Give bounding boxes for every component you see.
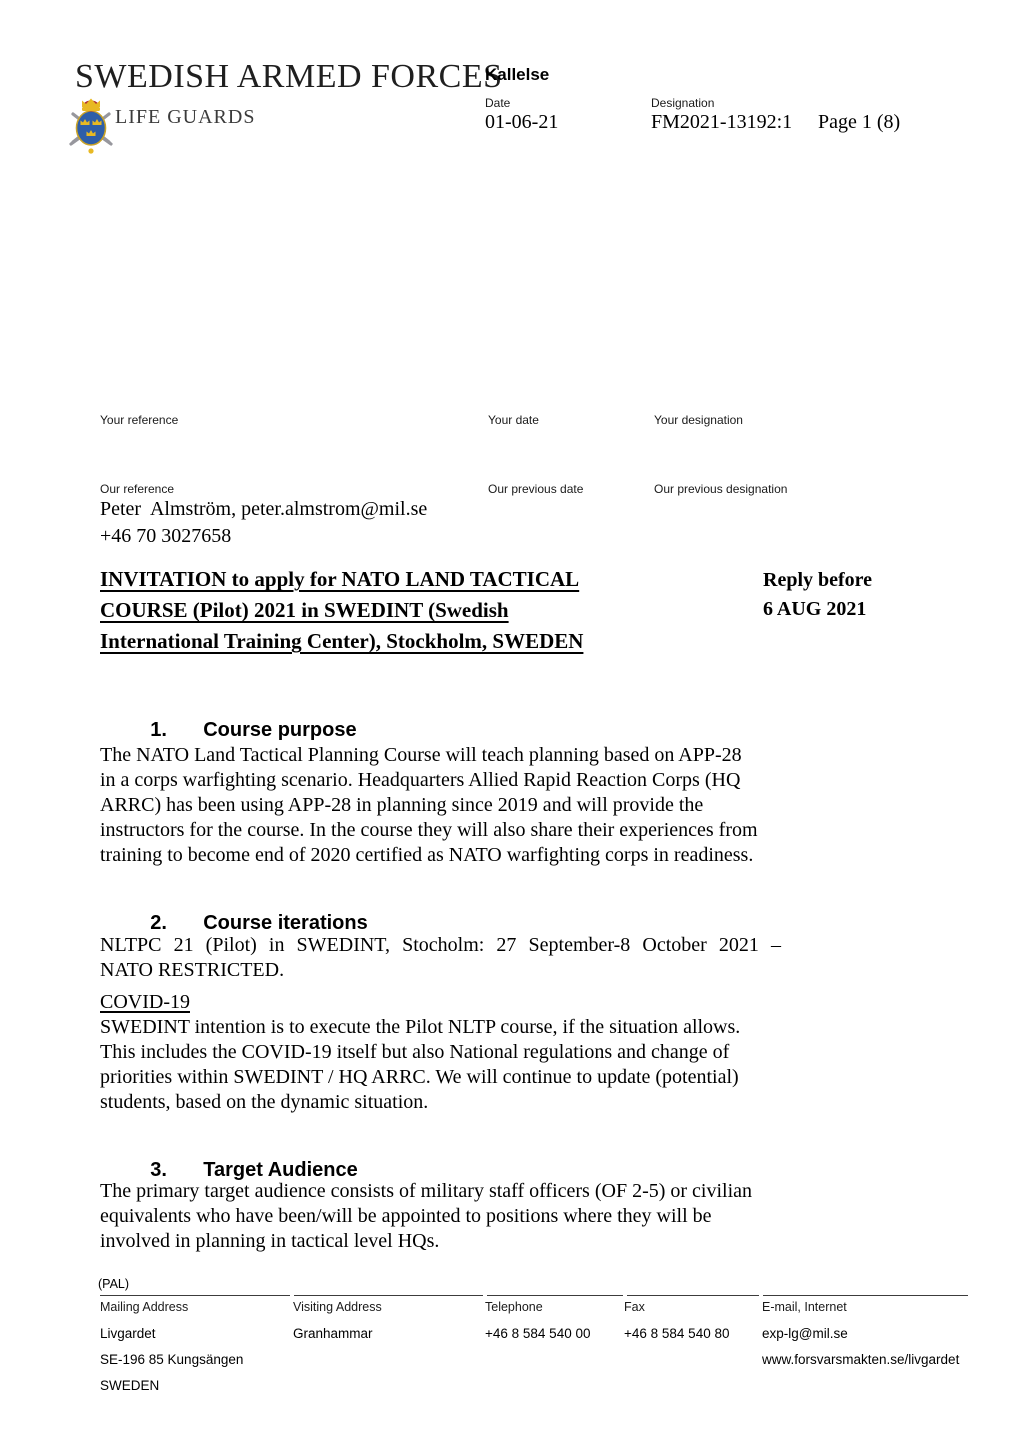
our-reference-phone: +46 70 3027658 bbox=[100, 525, 232, 547]
your-reference-label: Your reference bbox=[100, 413, 179, 427]
footer-column-lines bbox=[100, 1321, 243, 1399]
text-line: exp-lg@mil.se bbox=[762, 1326, 848, 1341]
reply-before-date: 6 AUG 2021 bbox=[763, 598, 867, 620]
section-number: 3. bbox=[150, 1159, 167, 1181]
your-designation-label: Your designation bbox=[654, 413, 743, 427]
text-line: This includes the COVID-19 itself but also National regulations and change of bbox=[100, 1041, 730, 1063]
text-line: equivalents who have been/will be appointed to positions where they will be bbox=[100, 1205, 712, 1227]
text-line: priorities within SWEDINT / HQ ARRC. We will continue to update (potential) bbox=[100, 1066, 739, 1088]
section-heading: Course purpose bbox=[203, 719, 357, 741]
footer-rule-segment bbox=[627, 1295, 759, 1296]
footer-column-fax bbox=[624, 1300, 729, 1347]
text-line: NLTPC 21 (Pilot) in SWEDINT, Stocholm: 27 September-8 October 2021 – bbox=[100, 934, 781, 956]
page-number: Page 1 (8) bbox=[818, 111, 901, 133]
org-name: SWEDISH ARMED FORCES bbox=[75, 58, 503, 95]
footer-column-label: Visiting Address bbox=[293, 1300, 382, 1314]
footer-column-lines bbox=[485, 1321, 590, 1347]
section-2-covid-paragraph bbox=[100, 1015, 800, 1115]
footer-column-visiting-address bbox=[293, 1300, 382, 1347]
footer-column-telephone bbox=[485, 1300, 590, 1347]
text-line: +46 8 584 540 80 bbox=[624, 1326, 730, 1341]
footer-pal-note: (PAL) bbox=[98, 1277, 130, 1291]
footer-column-lines bbox=[624, 1321, 729, 1347]
footer-rule-segment bbox=[100, 1295, 290, 1296]
text-line: instructors for the course. In the course they will also share their experiences from bbox=[100, 819, 758, 841]
designation-label: Designation bbox=[651, 96, 715, 110]
text-line: Granhammar bbox=[293, 1326, 373, 1341]
our-previous-designation-label: Our previous designation bbox=[654, 482, 788, 496]
text-line: SWEDINT intention is to execute the Pilot NLTP course, if the situation allows. bbox=[100, 1016, 741, 1038]
footer-rule-segment bbox=[294, 1295, 483, 1296]
doc-type-label: Kallelse bbox=[485, 65, 550, 84]
our-reference-label: Our reference bbox=[100, 482, 175, 496]
text-line: involved in planning in tactical level HQs. bbox=[100, 1230, 440, 1252]
subject-title-line: INVITATION to apply for NATO LAND TACTICAL bbox=[100, 567, 580, 591]
unit-name: LIFE GUARDS bbox=[115, 106, 256, 128]
section-1-paragraph bbox=[100, 743, 800, 868]
text-line: NATO RESTRICTED. bbox=[100, 959, 285, 981]
text-line: +46 8 584 540 00 bbox=[485, 1326, 591, 1341]
subject-title-line: International Training Center), Stockholm, SWEDEN bbox=[100, 629, 584, 653]
footer-column-lines bbox=[762, 1321, 959, 1373]
reply-before-block bbox=[763, 566, 872, 624]
date-label: Date bbox=[485, 96, 511, 110]
text-line: www.forsvarsmakten.se/livgardet bbox=[762, 1352, 960, 1367]
text-line: training to become end of 2020 certified as NATO warfighting corps in readiness. bbox=[100, 844, 754, 866]
section-heading: Course iterations bbox=[203, 912, 368, 934]
footer-column-label: Telephone bbox=[485, 1300, 543, 1314]
subject-title bbox=[100, 564, 583, 657]
covid-subheading: COVID-19 bbox=[100, 991, 190, 1013]
text-line: ARRC) has been using APP-28 in planning since 2019 and will provide the bbox=[100, 794, 704, 816]
section-3-paragraph bbox=[100, 1179, 800, 1254]
footer-column-label: Fax bbox=[624, 1300, 645, 1314]
footer-rule-segment bbox=[487, 1295, 623, 1296]
text-line: The primary target audience consists of military staff officers (OF 2-5) or civilian bbox=[100, 1180, 753, 1202]
designation-value: FM2021-13192:1 bbox=[651, 111, 793, 133]
text-line: students, based on the dynamic situation. bbox=[100, 1091, 429, 1113]
your-date-label: Your date bbox=[488, 413, 539, 427]
footer-column-label: Mailing Address bbox=[100, 1300, 189, 1314]
our-reference-name: Peter Almström, peter.almstrom@mil.se bbox=[100, 498, 428, 520]
footer-column-label: E-mail, Internet bbox=[762, 1300, 847, 1314]
text-line: in a corps warfighting scenario. Headquarters Allied Rapid Reaction Corps (HQ bbox=[100, 769, 741, 791]
shield-icon bbox=[77, 111, 106, 145]
section-number: 1. bbox=[150, 719, 167, 741]
date-value: 01-06-21 bbox=[485, 111, 559, 133]
text-line: SWEDEN bbox=[100, 1378, 160, 1393]
section-heading: Target Audience bbox=[203, 1159, 358, 1181]
footer-column-mailing-address bbox=[100, 1300, 243, 1399]
text-line: Livgardet bbox=[100, 1326, 156, 1341]
footer-rule-segment bbox=[763, 1295, 968, 1296]
footer-column-lines bbox=[293, 1321, 382, 1347]
life-guards-crest-icon bbox=[66, 96, 116, 154]
footer-column-email-internet bbox=[762, 1300, 959, 1373]
section-number: 2. bbox=[150, 912, 167, 934]
subject-title-line: COURSE (Pilot) 2021 in SWEDINT (Swedish bbox=[100, 598, 509, 622]
text-line: The NATO Land Tactical Planning Course will teach planning based on APP-28 bbox=[100, 744, 742, 766]
reply-before-label: Reply before bbox=[763, 569, 873, 591]
section-2-paragraph bbox=[100, 933, 800, 983]
our-previous-date-label: Our previous date bbox=[488, 482, 584, 496]
text-line: SE-196 85 Kungsängen bbox=[100, 1352, 244, 1367]
